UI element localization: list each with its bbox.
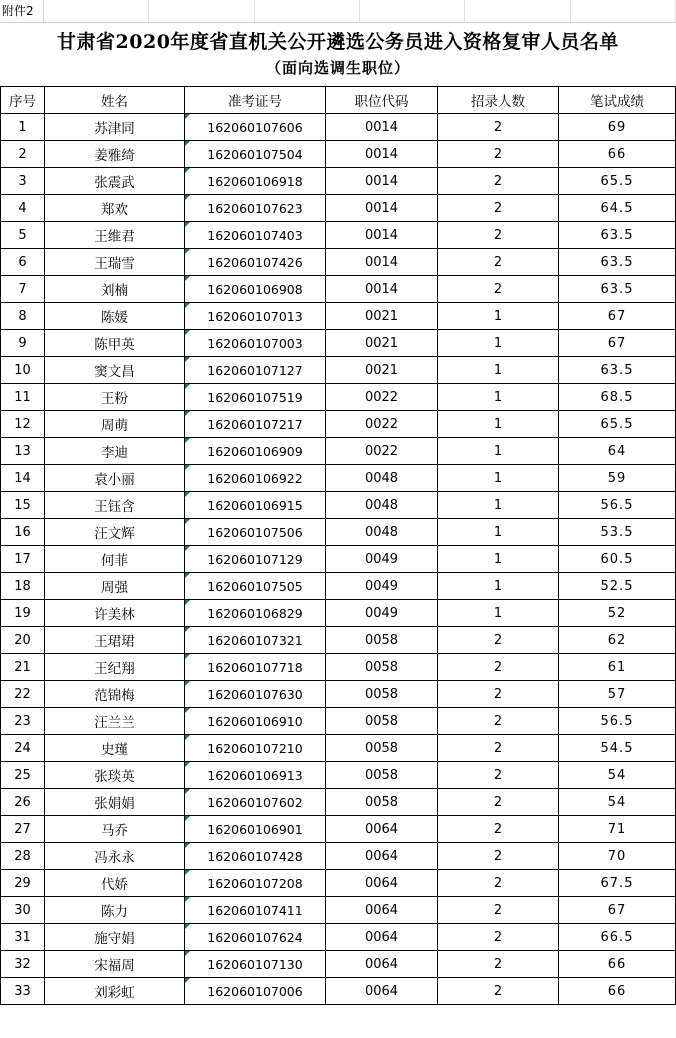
cell-quota: 2 xyxy=(438,870,559,897)
cell-index: 9 xyxy=(1,330,45,357)
cell-index: 29 xyxy=(1,870,45,897)
cell-quota: 2 xyxy=(438,681,559,708)
table-row xyxy=(1,222,676,249)
table-row xyxy=(1,573,676,600)
cell-position-code: 0064 xyxy=(326,816,438,843)
cell-quota: 2 xyxy=(438,114,559,141)
cell-exam-id: 162060106913 xyxy=(185,762,326,789)
table-body xyxy=(1,114,676,1005)
table-row xyxy=(1,276,676,303)
header-position-code: 职位代码 xyxy=(326,87,438,114)
cell-position-code: 0058 xyxy=(326,708,438,735)
cell-index: 25 xyxy=(1,762,45,789)
cell-position-code: 0014 xyxy=(326,195,438,222)
cell-name: 王珺珺 xyxy=(45,627,185,654)
cell-score: 53.5 xyxy=(559,519,676,546)
cell-name: 王纪翔 xyxy=(45,654,185,681)
table-row xyxy=(1,492,676,519)
cell-score: 70 xyxy=(559,843,676,870)
cell-quota: 2 xyxy=(438,195,559,222)
cell-exam-id: 162060106829 xyxy=(185,600,326,627)
cell-index: 1 xyxy=(1,114,45,141)
cell-score: 54 xyxy=(559,789,676,816)
table-row xyxy=(1,330,676,357)
cell-quota: 2 xyxy=(438,897,559,924)
cell-name: 代娇 xyxy=(45,870,185,897)
cell-exam-id: 162060107624 xyxy=(185,924,326,951)
cell-quota: 2 xyxy=(438,735,559,762)
cell-name: 王粉 xyxy=(45,384,185,411)
cell-exam-id: 162060107321 xyxy=(185,627,326,654)
document-title: 甘肃省2020年度省直机关公开遴选公务员进入资格复审人员名单 xyxy=(57,31,619,53)
cell-name: 汪兰兰 xyxy=(45,708,185,735)
cell-position-code: 0064 xyxy=(326,870,438,897)
document-subtitle: （面向选调生职位） xyxy=(265,59,410,77)
cell-score: 68.5 xyxy=(559,384,676,411)
cell-quota: 2 xyxy=(438,141,559,168)
cell-position-code: 0048 xyxy=(326,492,438,519)
cell-name: 陈力 xyxy=(45,897,185,924)
table-row xyxy=(1,816,676,843)
candidate-table xyxy=(0,86,676,1005)
cell-position-code: 0021 xyxy=(326,330,438,357)
table-row xyxy=(1,114,676,141)
cell-name: 施守娟 xyxy=(45,924,185,951)
cell-quota: 1 xyxy=(438,519,559,546)
cell-index: 31 xyxy=(1,924,45,951)
cell-quota: 2 xyxy=(438,978,559,1005)
cell-index: 10 xyxy=(1,357,45,384)
cell-name: 何菲 xyxy=(45,546,185,573)
cell-index: 8 xyxy=(1,303,45,330)
cell-name: 刘楠 xyxy=(45,276,185,303)
cell-exam-id: 162060107003 xyxy=(185,330,326,357)
cell-index: 11 xyxy=(1,384,45,411)
cell-name: 马乔 xyxy=(45,816,185,843)
empty-cell xyxy=(149,0,254,22)
cell-position-code: 0049 xyxy=(326,600,438,627)
cell-name: 冯永永 xyxy=(45,843,185,870)
cell-exam-id: 162060107504 xyxy=(185,141,326,168)
cell-quota: 2 xyxy=(438,627,559,654)
cell-name: 范锦梅 xyxy=(45,681,185,708)
cell-quota: 1 xyxy=(438,330,559,357)
table-row xyxy=(1,708,676,735)
attachment-label: 附件2 xyxy=(0,0,44,22)
table-row xyxy=(1,924,676,951)
cell-exam-id: 162060107411 xyxy=(185,897,326,924)
cell-score: 63.5 xyxy=(559,276,676,303)
empty-cell xyxy=(44,0,149,22)
cell-index: 33 xyxy=(1,978,45,1005)
cell-score: 63.5 xyxy=(559,357,676,384)
cell-position-code: 0058 xyxy=(326,762,438,789)
cell-index: 13 xyxy=(1,438,45,465)
cell-quota: 1 xyxy=(438,384,559,411)
cell-index: 26 xyxy=(1,789,45,816)
table-row xyxy=(1,303,676,330)
empty-cell xyxy=(571,0,676,22)
cell-exam-id: 162060106908 xyxy=(185,276,326,303)
cell-position-code: 0021 xyxy=(326,357,438,384)
cell-exam-id: 162060106901 xyxy=(185,816,326,843)
cell-position-code: 0064 xyxy=(326,951,438,978)
cell-name: 陈甲英 xyxy=(45,330,185,357)
cell-quota: 2 xyxy=(438,276,559,303)
cell-exam-id: 162060107505 xyxy=(185,573,326,600)
cell-index: 4 xyxy=(1,195,45,222)
cell-score: 54 xyxy=(559,762,676,789)
header-quota: 招录人数 xyxy=(438,87,559,114)
cell-name: 袁小丽 xyxy=(45,465,185,492)
cell-index: 18 xyxy=(1,573,45,600)
table-row xyxy=(1,465,676,492)
cell-name: 周强 xyxy=(45,573,185,600)
cell-index: 5 xyxy=(1,222,45,249)
cell-exam-id: 162060107606 xyxy=(185,114,326,141)
cell-position-code: 0014 xyxy=(326,249,438,276)
table-row xyxy=(1,141,676,168)
cell-index: 20 xyxy=(1,627,45,654)
cell-quota: 1 xyxy=(438,357,559,384)
cell-score: 67 xyxy=(559,303,676,330)
table-row xyxy=(1,411,676,438)
cell-position-code: 0014 xyxy=(326,141,438,168)
cell-score: 52.5 xyxy=(559,573,676,600)
cell-index: 16 xyxy=(1,519,45,546)
empty-cell xyxy=(360,0,465,22)
cell-score: 64.5 xyxy=(559,195,676,222)
cell-score: 56.5 xyxy=(559,708,676,735)
empty-cell xyxy=(255,0,360,22)
cell-name: 姜雅绮 xyxy=(45,141,185,168)
table-row xyxy=(1,762,676,789)
cell-index: 22 xyxy=(1,681,45,708)
cell-name: 郑欢 xyxy=(45,195,185,222)
cell-position-code: 0049 xyxy=(326,546,438,573)
cell-exam-id: 162060106915 xyxy=(185,492,326,519)
cell-name: 周萌 xyxy=(45,411,185,438)
cell-position-code: 0058 xyxy=(326,654,438,681)
table-row xyxy=(1,519,676,546)
cell-exam-id: 162060107217 xyxy=(185,411,326,438)
cell-score: 60.5 xyxy=(559,546,676,573)
header-index: 序号 xyxy=(1,87,45,114)
table-row xyxy=(1,843,676,870)
cell-name: 汪文辉 xyxy=(45,519,185,546)
cell-name: 刘彩虹 xyxy=(45,978,185,1005)
table-row xyxy=(1,897,676,924)
cell-name: 苏津同 xyxy=(45,114,185,141)
cell-position-code: 0064 xyxy=(326,978,438,1005)
cell-quota: 2 xyxy=(438,222,559,249)
cell-position-code: 0048 xyxy=(326,519,438,546)
cell-quota: 2 xyxy=(438,762,559,789)
cell-index: 2 xyxy=(1,141,45,168)
table-row xyxy=(1,681,676,708)
cell-index: 7 xyxy=(1,276,45,303)
cell-index: 15 xyxy=(1,492,45,519)
cell-quota: 2 xyxy=(438,168,559,195)
cell-exam-id: 162060107403 xyxy=(185,222,326,249)
cell-score: 52 xyxy=(559,600,676,627)
cell-name: 张震武 xyxy=(45,168,185,195)
cell-index: 32 xyxy=(1,951,45,978)
cell-exam-id: 162060107210 xyxy=(185,735,326,762)
cell-name: 窦文昌 xyxy=(45,357,185,384)
cell-name: 王维君 xyxy=(45,222,185,249)
cell-score: 61 xyxy=(559,654,676,681)
cell-quota: 1 xyxy=(438,573,559,600)
cell-quota: 1 xyxy=(438,465,559,492)
table-row xyxy=(1,789,676,816)
header-name: 姓名 xyxy=(45,87,185,114)
cell-index: 24 xyxy=(1,735,45,762)
cell-position-code: 0058 xyxy=(326,681,438,708)
cell-position-code: 0049 xyxy=(326,573,438,600)
cell-name: 李迪 xyxy=(45,438,185,465)
cell-exam-id: 162060107506 xyxy=(185,519,326,546)
cell-quota: 1 xyxy=(438,492,559,519)
table-row xyxy=(1,168,676,195)
cell-name: 宋福周 xyxy=(45,951,185,978)
cell-quota: 2 xyxy=(438,951,559,978)
cell-exam-id: 162060107602 xyxy=(185,789,326,816)
cell-score: 65.5 xyxy=(559,411,676,438)
cell-exam-id: 162060106910 xyxy=(185,708,326,735)
cell-score: 63.5 xyxy=(559,222,676,249)
header-exam-id: 准考证号 xyxy=(185,87,326,114)
cell-name: 许美林 xyxy=(45,600,185,627)
cell-exam-id: 162060107127 xyxy=(185,357,326,384)
cell-position-code: 0058 xyxy=(326,789,438,816)
cell-score: 66 xyxy=(559,951,676,978)
table-row xyxy=(1,654,676,681)
cell-score: 66 xyxy=(559,141,676,168)
cell-score: 65.5 xyxy=(559,168,676,195)
table-row xyxy=(1,978,676,1005)
cell-exam-id: 162060107718 xyxy=(185,654,326,681)
cell-position-code: 0014 xyxy=(326,114,438,141)
cell-score: 56.5 xyxy=(559,492,676,519)
cell-score: 67.5 xyxy=(559,870,676,897)
cell-position-code: 0014 xyxy=(326,168,438,195)
cell-score: 54.5 xyxy=(559,735,676,762)
table-row xyxy=(1,627,676,654)
cell-position-code: 0048 xyxy=(326,465,438,492)
cell-quota: 2 xyxy=(438,249,559,276)
cell-position-code: 0058 xyxy=(326,627,438,654)
cell-quota: 2 xyxy=(438,843,559,870)
cell-position-code: 0022 xyxy=(326,384,438,411)
cell-score: 57 xyxy=(559,681,676,708)
cell-position-code: 0064 xyxy=(326,843,438,870)
cell-name: 王瑞雪 xyxy=(45,249,185,276)
cell-name: 王钰含 xyxy=(45,492,185,519)
table-row xyxy=(1,546,676,573)
cell-exam-id: 162060107630 xyxy=(185,681,326,708)
cell-index: 19 xyxy=(1,600,45,627)
table-row xyxy=(1,870,676,897)
cell-quota: 1 xyxy=(438,438,559,465)
cell-index: 6 xyxy=(1,249,45,276)
cell-index: 28 xyxy=(1,843,45,870)
cell-index: 17 xyxy=(1,546,45,573)
header-row xyxy=(1,87,676,114)
cell-exam-id: 162060106922 xyxy=(185,465,326,492)
cell-index: 27 xyxy=(1,816,45,843)
top-row xyxy=(0,0,676,23)
cell-position-code: 0021 xyxy=(326,303,438,330)
cell-name: 陈媛 xyxy=(45,303,185,330)
cell-exam-id: 162060106918 xyxy=(185,168,326,195)
cell-index: 23 xyxy=(1,708,45,735)
table-row xyxy=(1,384,676,411)
table-row xyxy=(1,357,676,384)
cell-quota: 1 xyxy=(438,600,559,627)
cell-score: 64 xyxy=(559,438,676,465)
cell-exam-id: 162060106909 xyxy=(185,438,326,465)
cell-exam-id: 162060107013 xyxy=(185,303,326,330)
cell-quota: 1 xyxy=(438,303,559,330)
cell-exam-id: 162060107428 xyxy=(185,843,326,870)
cell-index: 30 xyxy=(1,897,45,924)
cell-quota: 2 xyxy=(438,708,559,735)
cell-quota: 2 xyxy=(438,789,559,816)
cell-score: 71 xyxy=(559,816,676,843)
table-row xyxy=(1,951,676,978)
cell-quota: 1 xyxy=(438,411,559,438)
cell-position-code: 0022 xyxy=(326,411,438,438)
cell-exam-id: 162060107519 xyxy=(185,384,326,411)
cell-exam-id: 162060107426 xyxy=(185,249,326,276)
cell-quota: 1 xyxy=(438,546,559,573)
cell-name: 张娟娟 xyxy=(45,789,185,816)
cell-score: 63.5 xyxy=(559,249,676,276)
cell-exam-id: 162060107129 xyxy=(185,546,326,573)
cell-score: 66.5 xyxy=(559,924,676,951)
cell-score: 62 xyxy=(559,627,676,654)
table-header xyxy=(1,87,676,114)
cell-quota: 2 xyxy=(438,924,559,951)
header-score: 笔试成绩 xyxy=(559,87,676,114)
empty-cell xyxy=(465,0,570,22)
cell-exam-id: 162060107208 xyxy=(185,870,326,897)
table-row xyxy=(1,735,676,762)
table-row xyxy=(1,195,676,222)
cell-index: 3 xyxy=(1,168,45,195)
cell-position-code: 0064 xyxy=(326,924,438,951)
cell-score: 67 xyxy=(559,330,676,357)
cell-score: 67 xyxy=(559,897,676,924)
cell-score: 69 xyxy=(559,114,676,141)
cell-name: 张琰英 xyxy=(45,762,185,789)
cell-position-code: 0058 xyxy=(326,735,438,762)
cell-quota: 2 xyxy=(438,816,559,843)
cell-quota: 2 xyxy=(438,654,559,681)
cell-exam-id: 162060107623 xyxy=(185,195,326,222)
cell-position-code: 0022 xyxy=(326,438,438,465)
cell-position-code: 0014 xyxy=(326,276,438,303)
cell-position-code: 0014 xyxy=(326,222,438,249)
cell-index: 14 xyxy=(1,465,45,492)
cell-score: 59 xyxy=(559,465,676,492)
cell-position-code: 0064 xyxy=(326,897,438,924)
cell-name: 史瑾 xyxy=(45,735,185,762)
cell-index: 12 xyxy=(1,411,45,438)
cell-score: 66 xyxy=(559,978,676,1005)
table-row xyxy=(1,249,676,276)
table-row xyxy=(1,438,676,465)
table-row xyxy=(1,600,676,627)
cell-exam-id: 162060107130 xyxy=(185,951,326,978)
cell-index: 21 xyxy=(1,654,45,681)
cell-exam-id: 162060107006 xyxy=(185,978,326,1005)
